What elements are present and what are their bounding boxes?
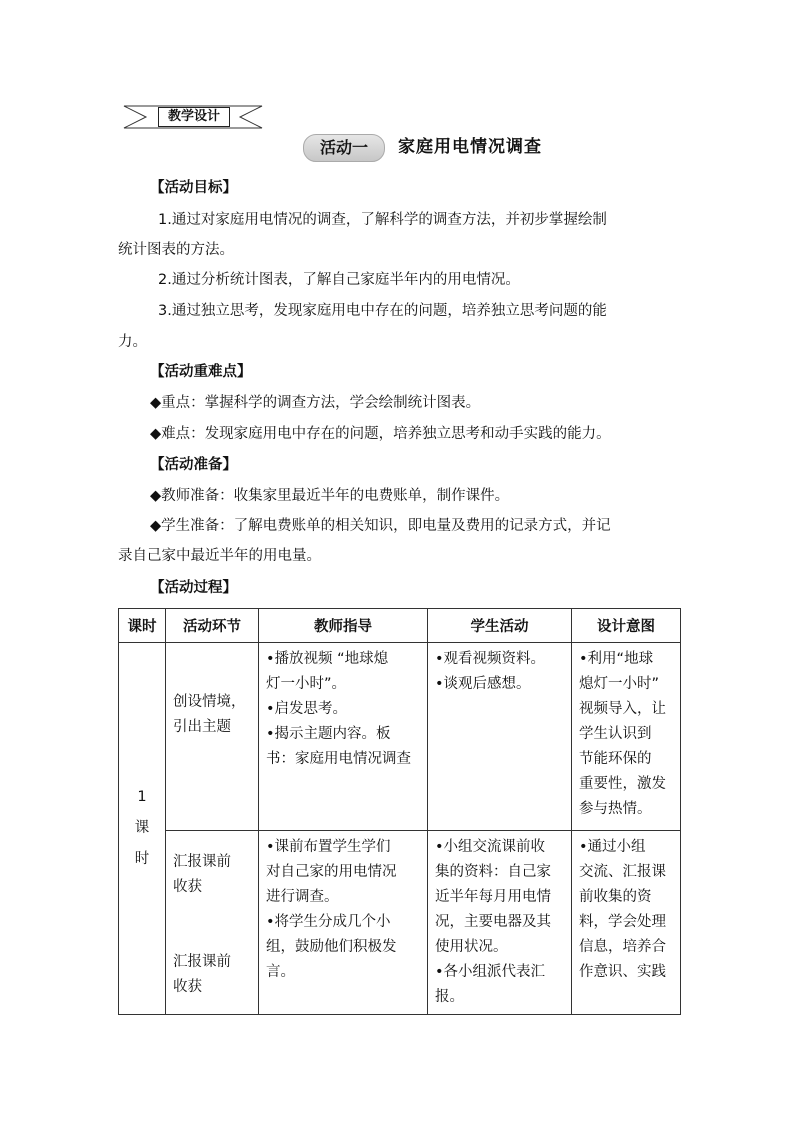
stage-line: 收获 (173, 979, 202, 995)
process-heading: 【活动过程】 (150, 580, 237, 596)
intent-line: 重要性，激发 (579, 776, 666, 792)
key-point: ◆重点：掌握科学的调查方法，学会绘制统计图表。 (150, 395, 481, 411)
teacher-line: •启发思考。 (266, 701, 348, 717)
hard-point: ◆难点：发现家庭用电中存在的问题，培养独立思考和动手实践的能力。 (150, 426, 611, 442)
student-cell (428, 643, 572, 831)
teacher-line: 对自己家的用电情况 (266, 864, 397, 880)
key-heading: 【活动重难点】 (150, 364, 252, 380)
stage-line: 汇报课前 (173, 854, 231, 870)
student-line: 况，主要电器及其 (435, 914, 551, 930)
header-teacher: 教师指导 (259, 609, 428, 643)
header-student: 学生活动 (428, 609, 572, 643)
student-line: 集的资料：自己家 (435, 864, 551, 880)
student-line: 近半年每月用电情 (435, 889, 551, 905)
intent-line: 前收集的资 (579, 889, 652, 905)
intent-line: •通过小组 (579, 839, 646, 855)
intent-line: •利用“地球 (579, 651, 654, 667)
intent-line: 熄灯一小时” (579, 676, 660, 692)
teacher-line: 言。 (266, 964, 295, 980)
period-cell (119, 643, 166, 1015)
intent-line: 参与热情。 (579, 801, 652, 817)
goals-heading: 【活动目标】 (150, 180, 237, 196)
teacher-line: 组，鼓励他们积极发 (266, 939, 397, 955)
intent-line: 视频导入，让 (579, 701, 666, 717)
stage-line: 创设情境， (173, 694, 246, 710)
student-line: •谈观后感想。 (435, 676, 531, 692)
stage-line: 汇报课前 (173, 954, 231, 970)
header-stage: 活动环节 (166, 609, 259, 643)
teacher-line: 进行调查。 (266, 889, 339, 905)
student-line: •观看视频资料。 (435, 651, 546, 667)
header-intent: 设计意图 (572, 609, 681, 643)
goal-2: 2.通过分析统计图表，了解自己家庭半年内的用电情况。 (158, 272, 520, 288)
period-line: 时 (134, 851, 150, 867)
student-line: •各小组派代表汇 (435, 964, 546, 980)
teacher-line: •揭示主题内容。板 (266, 726, 391, 742)
intent-line: 信息，培养合 (579, 939, 666, 955)
teacher-line: •播放视频 “地球熄 (266, 651, 389, 667)
student-line: 使用状况。 (435, 939, 508, 955)
table-row (119, 643, 681, 831)
stage-spacer (173, 900, 257, 950)
teacher-prep: ◆教师准备：收集家里最近半年的电费账单，制作课件。 (150, 488, 510, 504)
period-line: 课 (134, 820, 150, 836)
intent-cell (572, 831, 681, 1015)
intent-line: 交流、汇报课 (579, 864, 666, 880)
page-title: 家庭用电情况调查 (398, 137, 542, 157)
teacher-cell (259, 831, 428, 1015)
intent-line: 学生认识到 (579, 726, 652, 742)
teacher-line: •将学生分成几个小 (266, 914, 391, 930)
stage-line: 收获 (173, 879, 202, 895)
goal-3-line-1: 3.通过独立思考，发现家庭用电中存在的问题，培养独立思考问题的能 (158, 303, 607, 319)
section-tag (122, 104, 264, 130)
teacher-line: •课前布置学生学们 (266, 839, 391, 855)
header-period: 课时 (119, 609, 166, 643)
table-header-row (119, 609, 681, 643)
intent-line: 料，学会处理 (579, 914, 666, 930)
intent-cell (572, 643, 681, 831)
goal-3-line-2: 力。 (118, 334, 147, 350)
teacher-cell (259, 643, 428, 831)
stage-cell (166, 831, 259, 1015)
intent-line: 作意识、实践 (579, 964, 666, 980)
goal-1-line-1: 1.通过对家庭用电情况的调查，了解科学的调查方法，并初步掌握绘制 (158, 212, 607, 228)
period-line: 1 (137, 789, 147, 805)
student-cell (428, 831, 572, 1015)
tag-label: 教学设计 (158, 107, 230, 127)
activity-pill: 活动一 (303, 134, 385, 162)
process-table (118, 608, 681, 1015)
stage-line: 引出主题 (173, 719, 231, 735)
student-prep-line-2: 录自己家中最近半年的用电量。 (118, 548, 321, 564)
stage-cell (166, 643, 259, 831)
student-line: •小组交流课前收 (435, 839, 546, 855)
student-line: 报。 (435, 989, 464, 1005)
intent-line: 节能环保的 (579, 751, 652, 767)
student-prep-line-1: ◆学生准备：了解电费账单的相关知识，即电量及费用的记录方式，并记 (150, 518, 611, 534)
goal-1-line-2: 统计图表的方法。 (118, 242, 234, 258)
teacher-line: 灯一小时”。 (266, 676, 347, 692)
prep-heading: 【活动准备】 (150, 457, 237, 473)
table-row (119, 831, 681, 1015)
teacher-line: 书：家庭用电情况调查 (266, 751, 411, 767)
